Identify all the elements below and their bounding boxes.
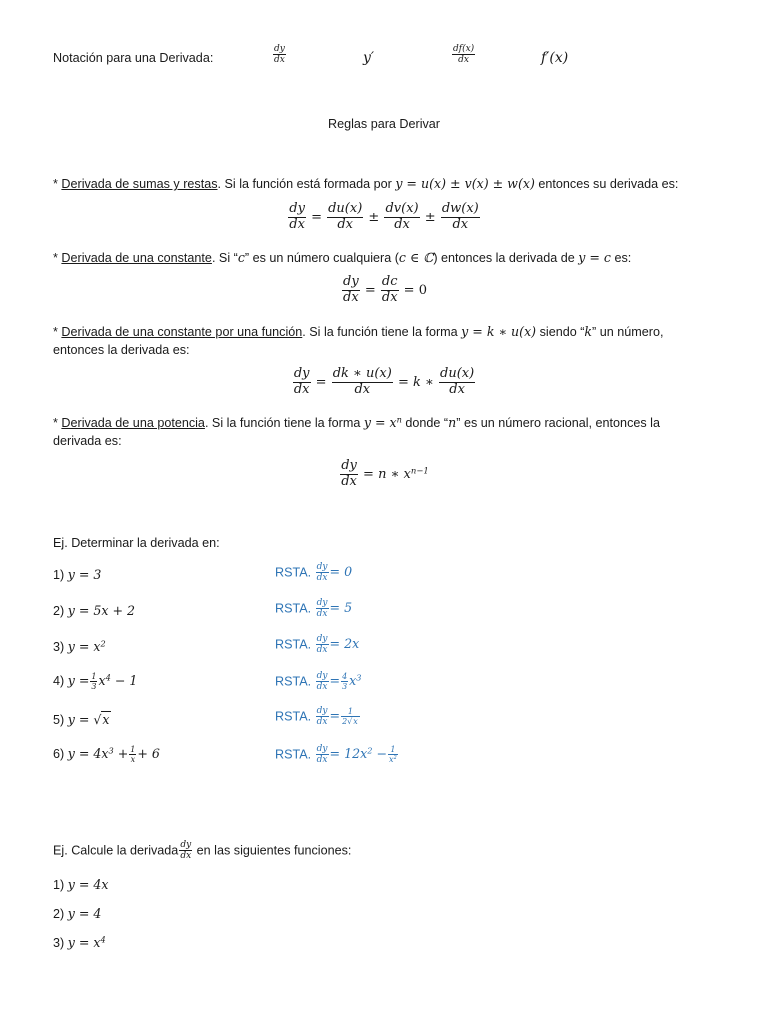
rule-power: * Derivada de una potencia. Si la función tiene la forma $y = x^n$ donde “n” es un número racional, entonces la	[53, 414, 660, 430]
rule-sum: * Derivada de sumas y restas. Si la función está formada por y = u(x) ± v(x) ± w(x) entonces su derivada es:	[53, 176, 679, 191]
rule-power-line2: derivada es:	[53, 434, 122, 448]
example-3: 3) $y = x^2$	[53, 638, 106, 654]
rule-const-times-fn: * Derivada de una constante por una función. Si la función tiene la forma y = k ∗ u(x) siendo “k” un número,	[53, 324, 664, 339]
examples-heading: Ej. Determinar la derivada en:	[53, 536, 220, 550]
example-1: 1) y = 3	[53, 567, 102, 582]
exercises-heading: Ej. Calcule la derivada $\frac{dy}{dx}$ en las siguientes funciones:	[53, 840, 352, 862]
notation-dydx: $\frac{dy}{dx}$	[274, 44, 285, 66]
rule-constant-name: Derivada de una constante	[61, 251, 212, 265]
exercise-1: 1) y = 4x	[53, 877, 109, 892]
answer-2: RSTA. $\frac{dy}{dx}$ = 5	[275, 598, 353, 620]
notation-label: Notación para una Derivada:	[53, 51, 214, 65]
example-2: 2) y = 5x + 2	[53, 603, 136, 618]
answer-6: RSTA. $\frac{dy}{dx}$ = $12x^2$ − $\frac{1}{x^2}$	[275, 744, 397, 766]
example-6: 6) $y = 4x^3$ + $\frac{1}{x}$ + 6	[53, 745, 160, 765]
answer-3: RSTA. $\frac{dy}{dx}$ = 2x	[275, 634, 360, 656]
rule-const-times-fn-line2: entonces la derivada es:	[53, 343, 190, 357]
notation-yprime: y′	[363, 50, 375, 66]
notation-dfdx: $\frac{df(x)}{dx}$	[453, 44, 475, 66]
exercise-3: 3) $y = x^4$	[53, 934, 106, 950]
notation-fprime: f′(x)	[541, 50, 569, 66]
rule-power-formula: $\frac{dy}{dx}$ = n ∗ $x^{n-1}$	[341, 458, 429, 489]
rule-constant-formula: $\frac{dy}{dx}$ = $\frac{dc}{dx}$ = 0	[343, 274, 427, 305]
example-4: 4) y = $\frac{1}{3}$ $x^4 - 1$	[53, 672, 138, 692]
rule-sum-formula: $\frac{dy}{dx}$ = $\frac{du(x)}{dx}$ ± $\frac{dv(x)}{dx}$ ± $\frac{dw(x)}{dx}$	[289, 201, 479, 232]
rule-const-times-fn-formula: $\frac{dy}{dx}$ = $\frac{dk ∗ u(x)}{dx}$ = k ∗ $\frac{du(x)}{dx}$	[293, 366, 475, 397]
answer-1: RSTA. $\frac{dy}{dx}$ = 0	[275, 562, 353, 584]
rule-const-times-fn-name: Derivada de una constante por una función	[61, 325, 303, 339]
answer-5: RSTA. $\frac{dy}{dx}$ = $\frac{1}{2√x}$	[275, 706, 358, 728]
rule-sum-name: Derivada de sumas y restas	[61, 177, 218, 191]
rule-power-name: Derivada de una potencia	[61, 416, 205, 430]
exercise-2: 2) y = 4	[53, 906, 102, 921]
rule-constant: * Derivada de una constante. Si “c” es un número cualquiera (c ∈ ℂ) entonces la derivada de y = c es:	[53, 250, 632, 265]
example-5: 5) y = √x	[53, 712, 110, 727]
page-title: Reglas para Derivar	[328, 117, 440, 131]
answer-4: RSTA. $\frac{dy}{dx}$ = $\frac{4}{3}$ $x^3$	[275, 671, 362, 693]
